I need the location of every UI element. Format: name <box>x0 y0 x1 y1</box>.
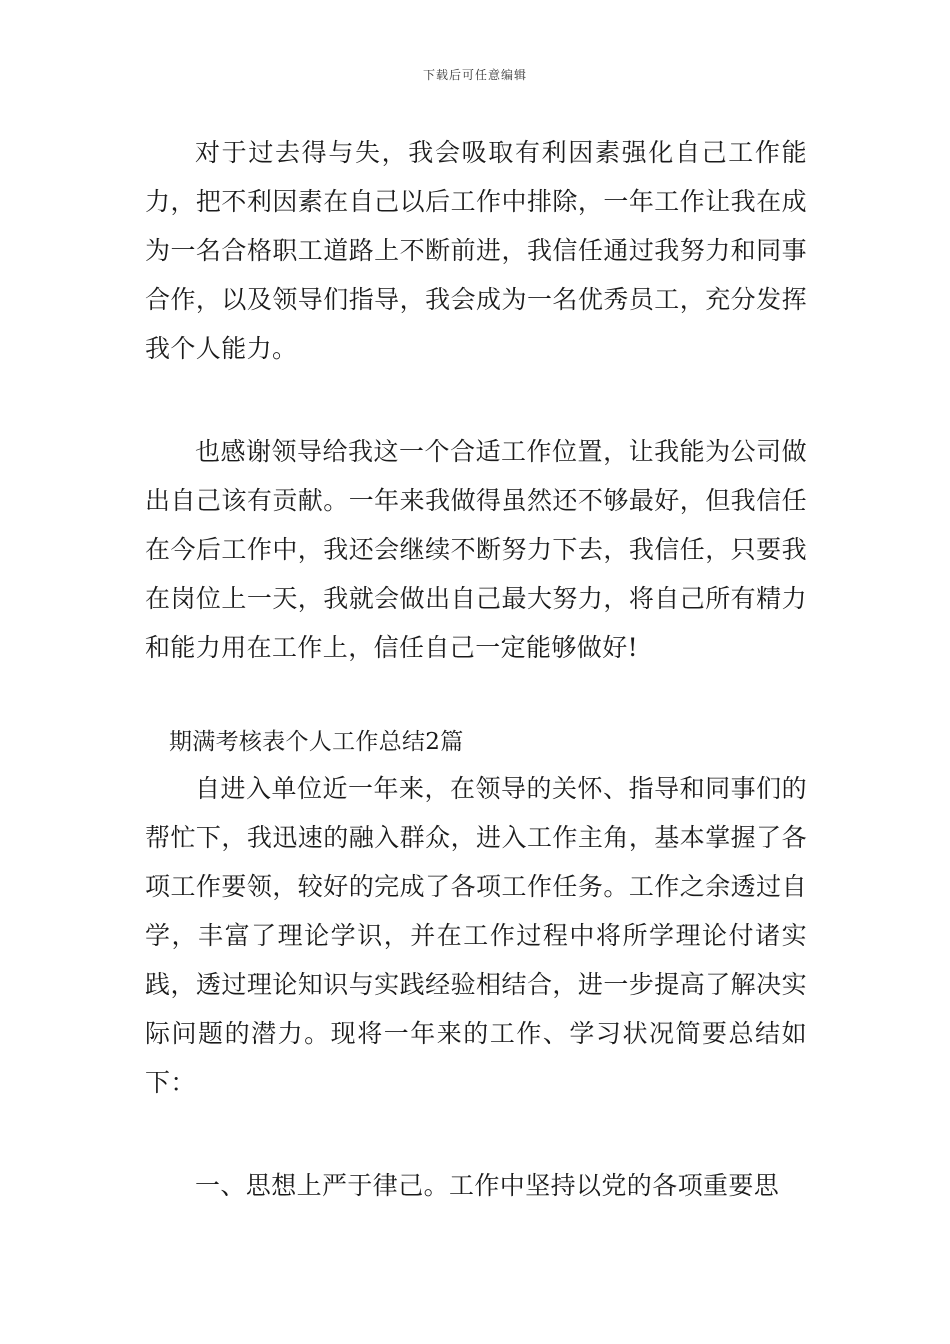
paragraph-gap <box>145 373 807 427</box>
paragraph-gap <box>145 672 807 720</box>
paragraph-gap <box>145 1107 807 1161</box>
document-body <box>145 128 807 1210</box>
paragraph-reflection: 对于过去得与失，我会吸取有利因素强化自己工作能力，把不利因素在自己以后工作中排除，一年工作让我在成为一名合格职工道路上不断前进，我信任通过我努力和同事合作，以及领导们指导，我会成为一名优秀员工，充分发挥我个人能力。 <box>145 138 807 363</box>
header-note: 下载后可任意编辑 <box>422 68 527 82</box>
section-title: 期满考核表个人工作总结2篇 <box>169 729 464 755</box>
paragraph-gratitude: 也感谢领导给我这一个合适工作位置，让我能为公司做出自己该有贡献。一年来我做得虽然还不够最好，但我信任在今后工作中，我还会继续不断努力下去，我信任，只要我在岗位上一天，我就会做出自己最大努力，将自己所有精力和能力用在工作上，信任自己一定能够做好! <box>145 437 807 662</box>
paragraph-introduction: 自进入单位近一年来，在领导的关怀、指导和同事们的帮忙下，我迅速的融入群众，进入工作主角，基本掌握了各项工作要领，较好的完成了各项工作任务。工作之余透过自学，丰富了理论学识，并在工作过程中将所学理论付诸实践，透过理论知识与实践经验相结合，进一步提高了解决实际问题的潜力。现将一年来的工作、学习状况简要总结如下： <box>145 774 807 1097</box>
paragraph-ideology: 一、思想上严于律己。工作中坚持以党的各项重要思 <box>195 1171 780 1200</box>
